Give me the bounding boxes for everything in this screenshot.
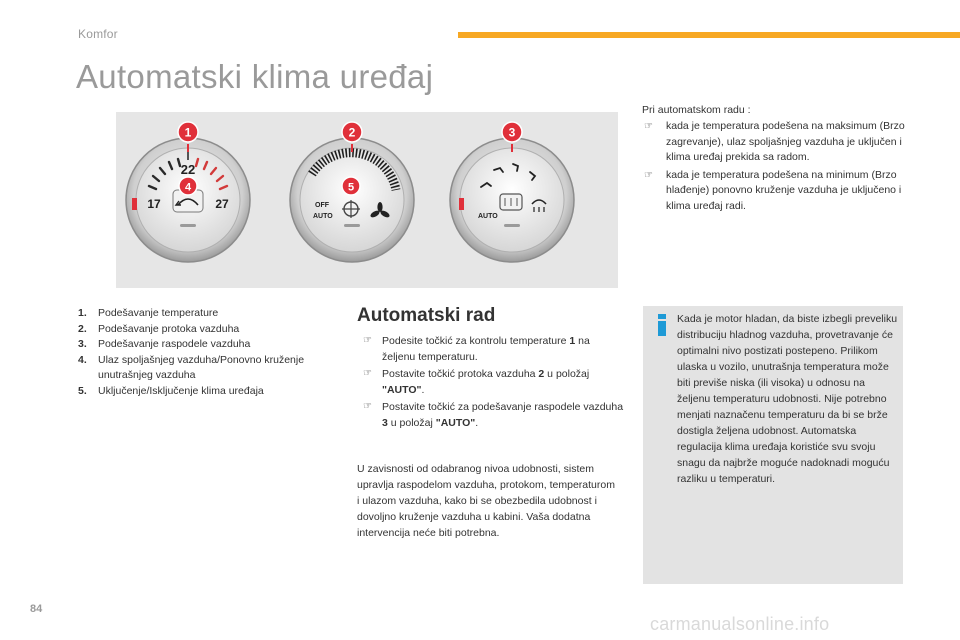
legend-item: 3. Podešavanje raspodele vazduha [78,338,251,350]
airflow-dial [290,138,414,262]
auto-mode-heading: Automatski rad [357,305,496,326]
pointer-icon: ☞ [363,401,372,412]
header-rule [458,32,960,38]
auto-mode-steps [360,333,625,432]
distribution-dial [450,138,574,262]
section-label: Komfor [78,27,118,41]
dial1-center-temp: 22 [180,162,196,177]
step-item: ☞ Postavite točkić za podešavanje raspodele vazduha 3 u položaj "AUTO". [363,401,624,429]
callout-4 [179,177,197,195]
info-icon [655,314,669,336]
pointer-icon: ☞ [363,368,372,379]
auto-notes-list [642,119,912,216]
controls-illustration [116,112,618,288]
page-title: Automatski klima uređaj [76,58,434,95]
pointer-icon: ☞ [363,335,372,346]
dial1-red-marker [132,198,137,210]
watermark: carmanualsonline.info [650,614,830,634]
legend-item: 1. Podešavanje temperature [78,307,219,319]
temperature-dial [126,138,250,262]
legend-item: 5. Uključenje/Isključenje klima uređaja [78,384,264,397]
legend-item: 4. Ulaz spoljašnjeg vazduha/Ponovno kruženje unutrašnjeg vazduha [78,353,305,381]
pointer-icon: ☞ [644,169,653,181]
dial2-auto-label: AUTO [313,213,333,220]
dial1-min-temp: 17 [147,197,161,211]
pointer-icon: ☞ [644,121,653,132]
auto-note-item: ☞ kada je temperatura podešena na maksimum (Brzo zagrevanje), ulaz spoljašnjeg vazduha je uključen i klima uređaj prekida sa radom. [644,120,905,163]
svg-text:5: 5 [347,181,355,194]
callout-5 [342,177,360,195]
dial3-red-marker [459,198,464,210]
dial1-max-temp: 27 [215,197,229,211]
dial3-auto-label: AUTO [478,213,498,220]
auto-intro: Pri automatskom radu : [642,104,751,116]
controls-figure [116,112,618,288]
auto-note-item: ☞ kada je temperatura podešena na minimum (Brzo hlađenje) ponovno kruženje vazduha je uključeno i klima uređaj radi. [644,168,902,212]
info-text: Kada je motor hladan, da biste izbegli preveliku distribuciju hladnog vazduha, provetravanje će optimalni nivo postizati postepeno. Prilikom ulaska u vozilo, unutrašnja temperatura može biti previše niska (ili visoka) u odnosu na željenu temperaturu udobnosti. Nije potrebno menjati naznačenu temperaturu da bi se brže dostigla željena udobnost. Automatska regulacija klima uređaja koristiće svu svoju snagu da najbrže moguće nadoknadi moguću razliku u temperaturi. [677,313,898,485]
page-number: 84 [30,603,43,615]
step-item: ☞ Postavite točkić protoka vazduha 2 u položaj "AUTO". [363,368,590,396]
svg-text:4: 4 [184,181,192,194]
svg-text:2: 2 [348,125,356,140]
controls-legend [78,306,328,399]
auto-mode-paragraph: U zavisnosti od odabranog nivoa udobnosti, sistem upravlja raspodelom vazduha, protokom, temperaturom i ulazom vazduha, kako bi se obezbedila udobnost i dovoljno kruženje vazduha u kabini. Vaša dodatna intervencija neće biti potrebna. [357,463,615,539]
info-box [643,306,903,584]
dial2-off-label: OFF [315,202,329,209]
step-item: ☞ Podesite točkić za kontrolu temperature 1 na željenu temperaturu. [363,335,590,363]
svg-text:1: 1 [184,125,192,140]
legend-item: 2. Podešavanje protoka vazduha [78,322,240,335]
svg-text:3: 3 [508,125,516,140]
